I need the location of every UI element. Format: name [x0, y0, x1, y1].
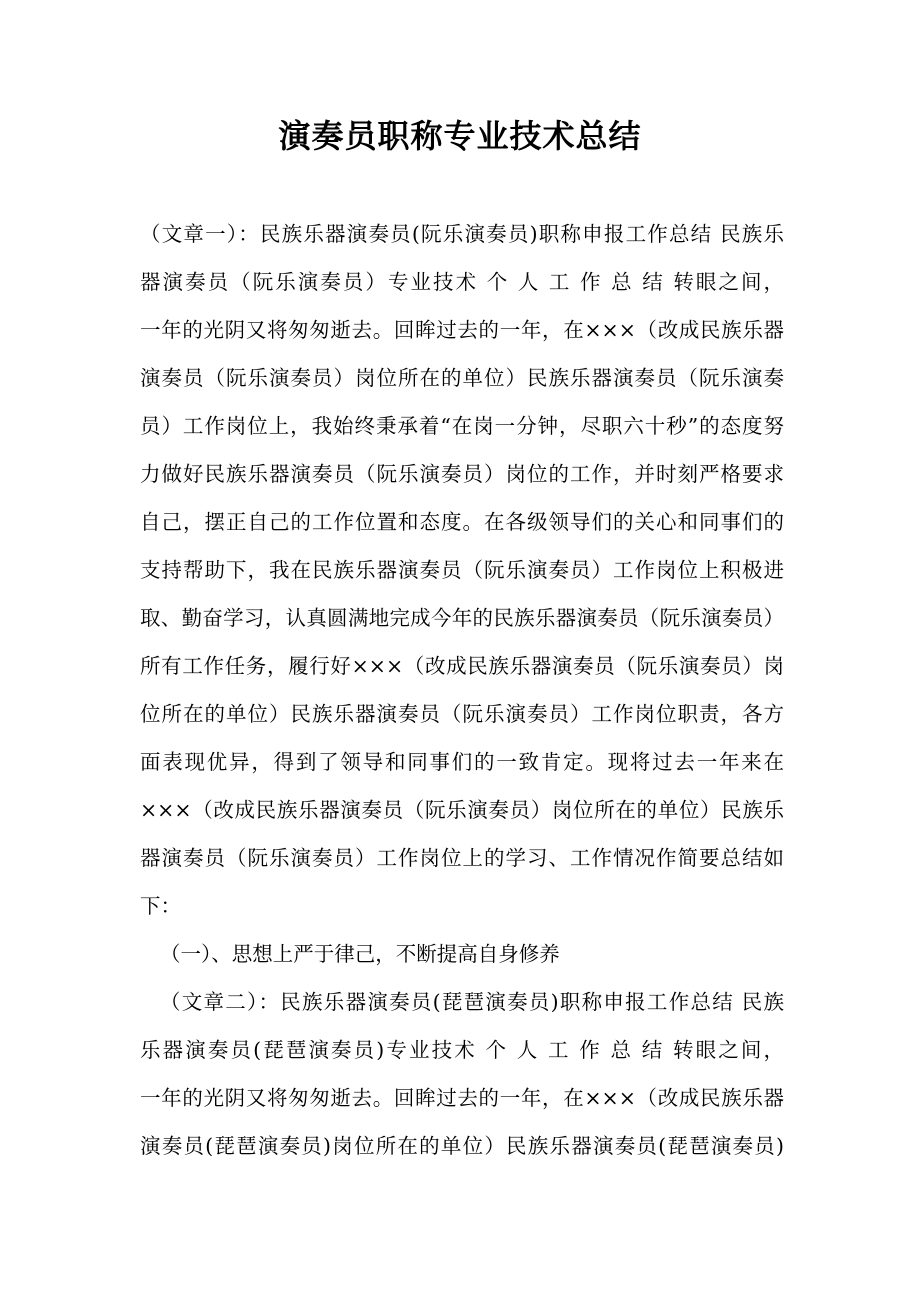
body-line: 所有工作任务，履行好×××（改成民族乐器演奏员（阮乐演奏员）岗 [140, 654, 784, 678]
body-line: 力做好民族乐器演奏员（阮乐演奏员）岗位的工作，并时刻严格要求 [140, 462, 784, 486]
body-line: 一年的光阴又将匆匆逝去。回眸过去的一年，在×××（改成民族乐器 [140, 318, 784, 342]
body-line: 自己，摆正自己的工作位置和态度。在各级领导们的关心和同事们的 [140, 510, 784, 534]
body-line: 下： [140, 894, 181, 918]
body-line: 面表现优异，得到了领导和同事们的一致肯定。现将过去一年来在 [140, 750, 784, 774]
document-body [140, 210, 784, 1170]
body-line: （文章二）：民族乐器演奏员(琵琶演奏员)职称申报工作总结 民族 [160, 990, 784, 1014]
body-line: 演奏员(琵琶演奏员)岗位所在的单位）民族乐器演奏员(琵琶演奏员) [140, 1134, 784, 1158]
body-line: （文章一）：民族乐器演奏员(阮乐演奏员)职称申报工作总结 民族乐 [140, 222, 784, 246]
body-line: 乐器演奏员(琵琶演奏员)专业技术 个 人 工 作 总 结 转眼之间， [140, 1038, 784, 1062]
body-line: ×××（改成民族乐器演奏员（阮乐演奏员）岗位所在的单位）民族乐 [140, 798, 784, 822]
body-line: 取、勤奋学习，认真圆满地完成今年的民族乐器演奏员（阮乐演奏员） [140, 606, 784, 630]
body-line: 支持帮助下，我在民族乐器演奏员（阮乐演奏员）工作岗位上积极进 [140, 558, 784, 582]
body-line: 演奏员（阮乐演奏员）岗位所在的单位）民族乐器演奏员（阮乐演奏 [140, 366, 784, 390]
body-line: 器演奏员（阮乐演奏员）专业技术 个 人 工 作 总 结 转眼之间， [140, 270, 784, 294]
body-line: 位所在的单位）民族乐器演奏员（阮乐演奏员）工作岗位职责，各方 [140, 702, 784, 726]
document-title: 演奏员职称专业技术总结 [278, 117, 642, 155]
body-line: 员）工作岗位上，我始终秉承着“在岗一分钟，尽职六十秒”的态度努 [140, 414, 784, 438]
section-heading: （一）、思想上严于律己，不断提高自身修养 [160, 942, 560, 966]
body-line: 一年的光阴又将匆匆逝去。回眸过去的一年，在×××（改成民族乐器 [140, 1086, 784, 1110]
body-line: 器演奏员（阮乐演奏员）工作岗位上的学习、工作情况作简要总结如 [140, 846, 784, 870]
